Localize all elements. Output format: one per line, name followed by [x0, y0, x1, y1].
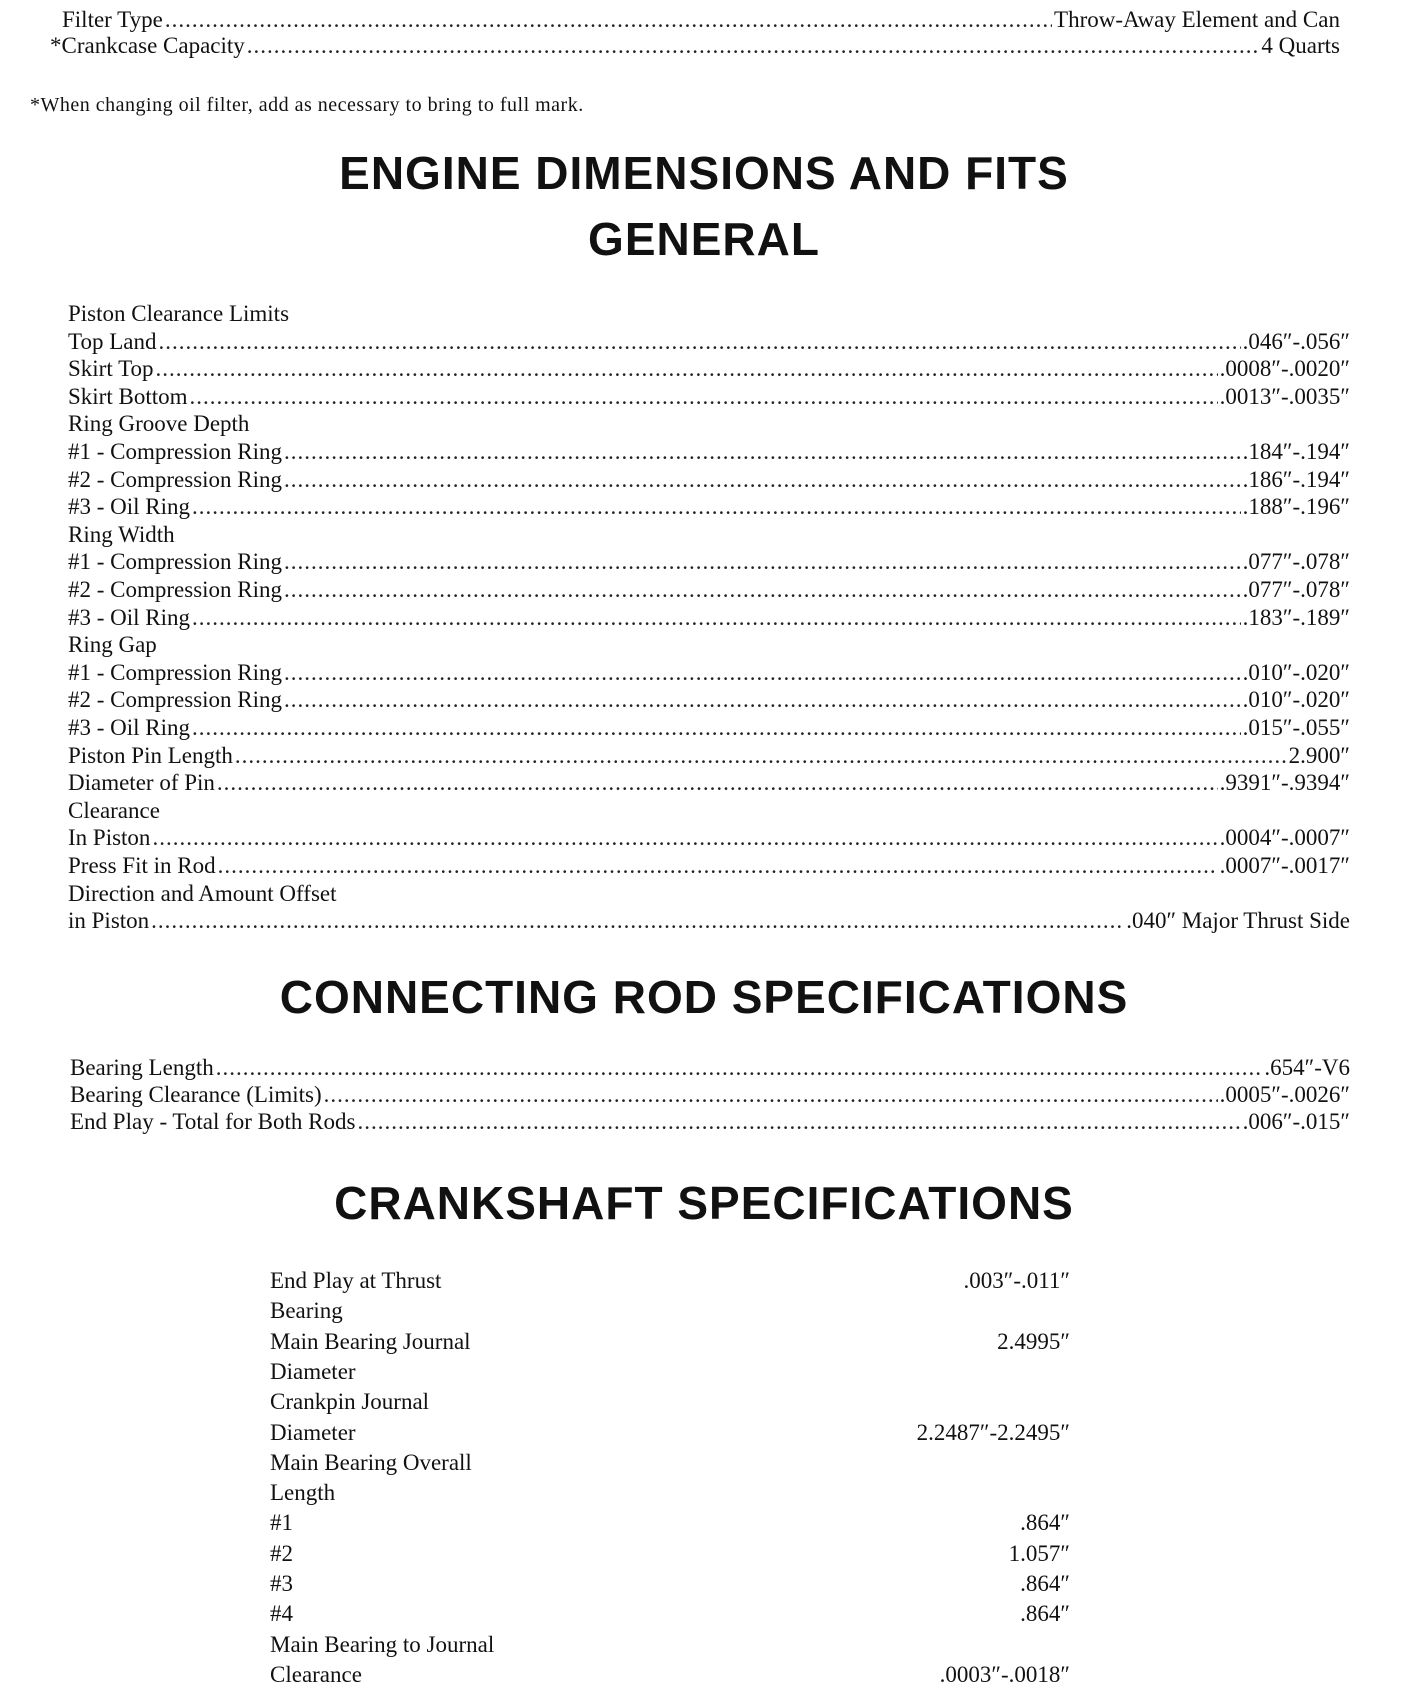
- spec-label: #2: [270, 1540, 293, 1566]
- leader-dots: [284, 466, 1241, 493]
- spec-value: .077″-.078″: [1242, 549, 1350, 575]
- spec-label: Diameter: [270, 1358, 356, 1384]
- spec-value: 2.900″: [1288, 742, 1350, 768]
- spec-label: Piston Pin Length: [68, 742, 233, 768]
- spec-row: [68, 493, 1350, 520]
- spec-label: Clearance: [270, 1661, 362, 1687]
- subheading: Ring Width: [68, 521, 175, 547]
- spec-label: #3 - Oil Ring: [68, 715, 191, 740]
- spec-value: .0003″-.0018″: [939, 1661, 1070, 1687]
- spec-row: [68, 383, 1350, 410]
- spec-label: Bearing Length: [70, 1055, 214, 1080]
- spec-label: Main Bearing Journal: [270, 1328, 471, 1354]
- spec-label: #1 - Compression Ring: [68, 439, 283, 464]
- spec-value: .010″-.020″: [1242, 659, 1350, 685]
- spec-row: [68, 328, 1350, 355]
- subheading: Piston Clearance Limits: [68, 301, 290, 326]
- spec-value: .040″ Major Thrust Side: [1126, 908, 1350, 934]
- spec-label: Diameter: [270, 1419, 356, 1445]
- spec-value: .864″: [1020, 1510, 1070, 1536]
- leader-dots: [190, 383, 1218, 410]
- subheading: Ring Groove Depth: [68, 411, 250, 437]
- spec-label: Length: [270, 1480, 336, 1506]
- spec-label: Diameter of Pin: [68, 770, 215, 796]
- spec-value: Throw-Away Element and Can: [1054, 7, 1340, 32]
- spec-value: .864″: [1020, 1601, 1070, 1627]
- spec-label: End Play at Thrust: [270, 1268, 442, 1293]
- spec-row: [68, 686, 1350, 713]
- subheading: Ring Gap: [68, 632, 157, 658]
- leader-dots: [284, 576, 1241, 603]
- spec-row: [68, 659, 1350, 686]
- leader-dots: [192, 493, 1241, 520]
- spec-row: [68, 824, 1350, 851]
- connecting-rod-title: CONNECTING ROD SPECIFICATIONS: [279, 971, 1129, 1023]
- spec-value: .0013″-.0035″: [1219, 383, 1350, 409]
- leader-dots: [235, 742, 1287, 769]
- spec-value: .077″-.078″: [1242, 577, 1350, 602]
- spec-value: .0008″-.0020″: [1219, 356, 1350, 382]
- spec-label: In Piston: [68, 825, 151, 851]
- spec-label: #1 - Compression Ring: [68, 659, 283, 685]
- engine-subtitle: GENERAL: [588, 213, 820, 265]
- spec-label: *Crankcase Capacity: [50, 33, 245, 58]
- spec-label: #1 - Compression Ring: [68, 549, 283, 575]
- leader-dots: [151, 907, 1124, 934]
- spec-label: #2 - Compression Ring: [68, 687, 283, 713]
- spec-row-filter-type: [62, 6, 1340, 33]
- spec-label: #2 - Compression Ring: [68, 577, 283, 602]
- spec-label: Top Land: [68, 328, 157, 354]
- spec-label: #3 - Oil Ring: [68, 604, 191, 630]
- spec-value: .184″-.194″: [1242, 439, 1350, 464]
- spec-value: 2.4995″: [997, 1328, 1070, 1354]
- spec-label: End Play - Total for Both Rods: [70, 1109, 356, 1134]
- spec-label: Press Fit in Rod: [68, 853, 216, 878]
- leader-dots: [192, 604, 1241, 631]
- spec-value: .0007″-.0017″: [1219, 853, 1350, 878]
- spec-row: [68, 355, 1350, 382]
- leader-dots: [192, 714, 1241, 741]
- leader-dots: [156, 355, 1218, 382]
- spec-value: .183″-.189″: [1242, 604, 1350, 630]
- spec-row: [68, 742, 1350, 769]
- spec-label: Crankpin Journal: [270, 1389, 430, 1415]
- subheading: Direction and Amount Offset: [68, 880, 337, 906]
- spec-label: Bearing Clearance (Limits): [70, 1082, 322, 1107]
- spec-row-crankcase-capacity: [50, 32, 1340, 59]
- spec-value: .0004″-.0007″: [1219, 825, 1350, 851]
- spec-row: [70, 1108, 1350, 1135]
- spec-value: 1.057″: [1008, 1540, 1070, 1566]
- spec-row: [68, 604, 1350, 631]
- spec-value: .864″: [1020, 1571, 1070, 1596]
- spec-value: 4 Quarts: [1261, 33, 1340, 58]
- spec-label: Filter Type: [62, 7, 163, 32]
- leader-dots: [217, 769, 1218, 796]
- spec-value: .046″-.056″: [1242, 328, 1350, 354]
- spec-value: .006″-.015″: [1242, 1109, 1350, 1134]
- leader-dots: [216, 1054, 1263, 1081]
- spec-row: [68, 576, 1350, 603]
- spec-value: .9391″-.9394″: [1219, 770, 1350, 796]
- spec-value: .654″-V6: [1264, 1055, 1350, 1080]
- spec-row: [68, 714, 1350, 741]
- spec-row: [68, 769, 1350, 796]
- leader-dots: [247, 32, 1260, 59]
- spec-row: [68, 852, 1350, 879]
- spec-label: Main Bearing Overall: [270, 1449, 472, 1475]
- spec-value: .015″-.055″: [1242, 715, 1350, 740]
- leader-dots: [284, 438, 1241, 465]
- spec-value: .188″-.196″: [1242, 494, 1350, 520]
- spec-value: .003″-.011″: [963, 1268, 1070, 1293]
- spec-row: [68, 907, 1350, 934]
- spec-label: Skirt Bottom: [68, 383, 188, 409]
- leader-dots: [284, 686, 1241, 713]
- spec-label: #3: [270, 1571, 293, 1596]
- footnote: *When changing oil filter, add as necessary to bring to full mark.: [30, 94, 584, 116]
- leader-dots: [158, 328, 1240, 355]
- spec-value: .0005″-.0026″: [1219, 1082, 1350, 1107]
- leader-dots: [218, 852, 1218, 879]
- spec-label: #4: [270, 1601, 293, 1627]
- leader-dots: [357, 1108, 1240, 1135]
- spec-label: in Piston: [68, 908, 150, 934]
- spec-value: .010″-.020″: [1242, 687, 1350, 713]
- leader-dots: [284, 659, 1241, 686]
- spec-row: [68, 438, 1350, 465]
- spec-value: 2.2487″-2.2495″: [916, 1419, 1070, 1445]
- spec-label: Bearing: [270, 1298, 343, 1324]
- spec-row: [70, 1081, 1350, 1108]
- spec-label: #3 - Oil Ring: [68, 494, 191, 520]
- spec-row: [70, 1054, 1350, 1081]
- spec-row: [68, 466, 1350, 493]
- spec-label: #2 - Compression Ring: [68, 466, 283, 492]
- subheading: Clearance: [68, 797, 160, 823]
- leader-dots: [284, 548, 1241, 575]
- spec-label: #1: [270, 1510, 293, 1536]
- spec-value: .186″-.194″: [1242, 466, 1350, 492]
- leader-dots: [324, 1081, 1218, 1108]
- leader-dots: [152, 824, 1217, 851]
- engine-title: ENGINE DIMENSIONS AND FITS: [339, 147, 1069, 199]
- crankshaft-title: CRANKSHAFT SPECIFICATIONS: [334, 1177, 1074, 1229]
- leader-dots: [165, 6, 1052, 33]
- spec-label: Main Bearing to Journal: [270, 1631, 495, 1657]
- spec-label: Skirt Top: [68, 356, 154, 382]
- spec-row: [68, 548, 1350, 575]
